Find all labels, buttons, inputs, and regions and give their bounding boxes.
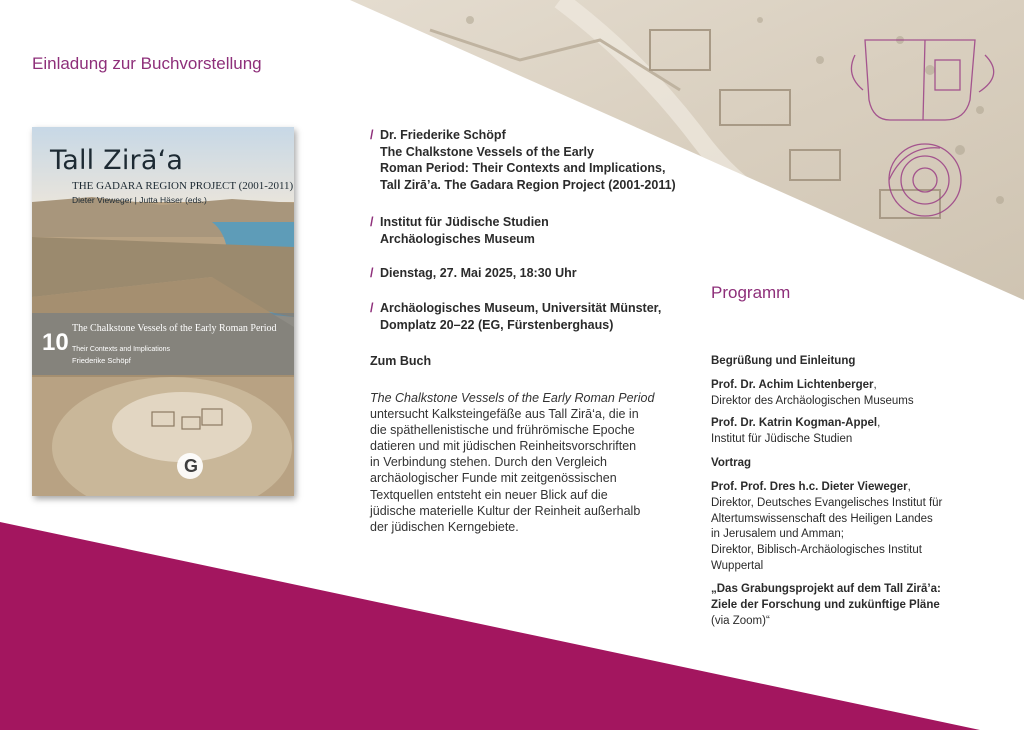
talk-note: (via Zoom)“	[711, 614, 770, 627]
slash-marker: /	[370, 215, 374, 229]
about-line: untersucht Kalksteingefäße aus Tall Zirā‘a, die in	[370, 407, 639, 422]
event-date: Dienstag, 27. Mai 2025, 18:30 Uhr	[380, 266, 577, 280]
talk-title-line: Ziele der Forschung und zukünftige Pläne	[711, 598, 940, 611]
speaker3-role: Altertumswissenschaft des Heiligen Landes	[711, 512, 933, 525]
about-line: die späthellenistische und frührömische Epoche	[370, 423, 635, 438]
info-date	[370, 265, 700, 282]
about-line: jüdische materielle Kultur der Reinheit außerhalb	[370, 503, 641, 518]
programm-talk	[711, 456, 981, 472]
programm-speaker3: Prof. Prof. Dres h.c. Dieter Vieweger, Direktor, Deutsches Evangelisches Institut für Altertumswissenschaft des Heiligen Landes in Jerusalem und Amman; Direktor, Biblisch-Archäologisches Institut Wuppertal	[711, 480, 981, 575]
programm-welcome	[711, 354, 981, 370]
publisher-logo-letter: G	[184, 456, 199, 476]
about-body	[370, 390, 670, 535]
vessel-sketch-icon	[845, 20, 1015, 220]
programm-talk-title	[711, 582, 981, 629]
info-book-line: Dr. Friederike Schöpf	[380, 128, 506, 142]
info-host-line: Institut für Jüdische Studien	[380, 215, 549, 229]
info-venue-line: Archäologisches Museum, Universität Münster,	[380, 301, 662, 315]
cover-volume-subtitle: Their Contexts and Implications	[72, 346, 171, 353]
speaker1-name: Prof. Dr. Achim Lichtenberger	[711, 379, 874, 391]
welcome-heading: Begrüßung und Einleitung	[711, 355, 856, 367]
slash-marker: /	[370, 301, 374, 315]
about-heading: Zum Buch	[370, 354, 432, 368]
info-venue-line: Domplatz 20–22 (EG, Fürstenberghaus)	[380, 317, 614, 332]
speaker2-role: Institut für Jüdische Studien	[711, 432, 853, 445]
info-book	[370, 127, 700, 193]
programm-speaker2: Prof. Dr. Katrin Kogman-Appel, Institut für Jüdische Studien	[711, 416, 981, 448]
cover-title: Tall Zirā‘a	[50, 145, 184, 176]
about-line: Textquellen entsteht ein neuer Blick auf die	[370, 487, 608, 502]
info-venue	[370, 300, 700, 333]
about-line: der jüdischen Kerngebiete.	[370, 519, 519, 534]
info-book-line: Tall Zirā’a. The Gadara Region Project (2001-2011)	[380, 177, 676, 192]
cover-volume-title: The Chalkstone Vessels of the Early Roman Period	[72, 323, 277, 334]
speaker3-role: Direktor, Deutsches Evangelisches Institut für	[711, 496, 943, 509]
info-host	[370, 214, 700, 247]
programm-title: Programm	[711, 283, 791, 302]
about-line: archäologischer Funde mit zeitgenössischen	[370, 471, 617, 486]
cover-series: THE GADARA REGION PROJECT (2001-2011)	[72, 180, 294, 192]
speaker3-role: in Jerusalem und Amman;	[711, 528, 844, 541]
about-book-title: The Chalkstone Vessels of the Early Roman Period	[370, 391, 655, 405]
speaker3-name: Prof. Prof. Dres h.c. Dieter Vieweger	[711, 481, 908, 493]
talk-title-line: „Das Grabungsprojekt auf dem Tall Zirā’a:	[711, 583, 941, 595]
speaker1-role: Direktor des Archäologischen Museums	[711, 394, 914, 407]
cover-editors: Dieter Vieweger | Jutta Häser (eds.)	[72, 195, 207, 205]
info-host-line: Archäologisches Museum	[380, 231, 535, 246]
speaker3-role: Wuppertal	[711, 559, 764, 572]
cover-author: Friederike Schöpf	[72, 356, 131, 365]
invitation-title: Einladung zur Buchvorstellung	[32, 54, 262, 73]
slash-marker: /	[370, 266, 374, 280]
book-cover-image	[32, 127, 294, 496]
about-line: in Verbindung stehen. Durch den Vergleich	[370, 455, 607, 470]
info-book-line: The Chalkstone Vessels of the Early	[380, 144, 594, 159]
speaker3-role: Direktor, Biblisch-Archäologisches Institut	[711, 544, 922, 557]
talk-heading: Vortrag	[711, 457, 752, 469]
cover-volume-number: 10	[42, 329, 69, 356]
programm-speaker1: Prof. Dr. Achim Lichtenberger, Direktor des Archäologischen Museums	[711, 378, 981, 410]
info-book-line: Roman Period: Their Contexts and Implications,	[380, 161, 666, 175]
speaker2-name: Prof. Dr. Katrin Kogman-Appel	[711, 417, 878, 429]
about-line: datieren und mit jüdischen Reinheitsvorschriften	[370, 439, 637, 454]
slash-marker: /	[370, 128, 374, 142]
